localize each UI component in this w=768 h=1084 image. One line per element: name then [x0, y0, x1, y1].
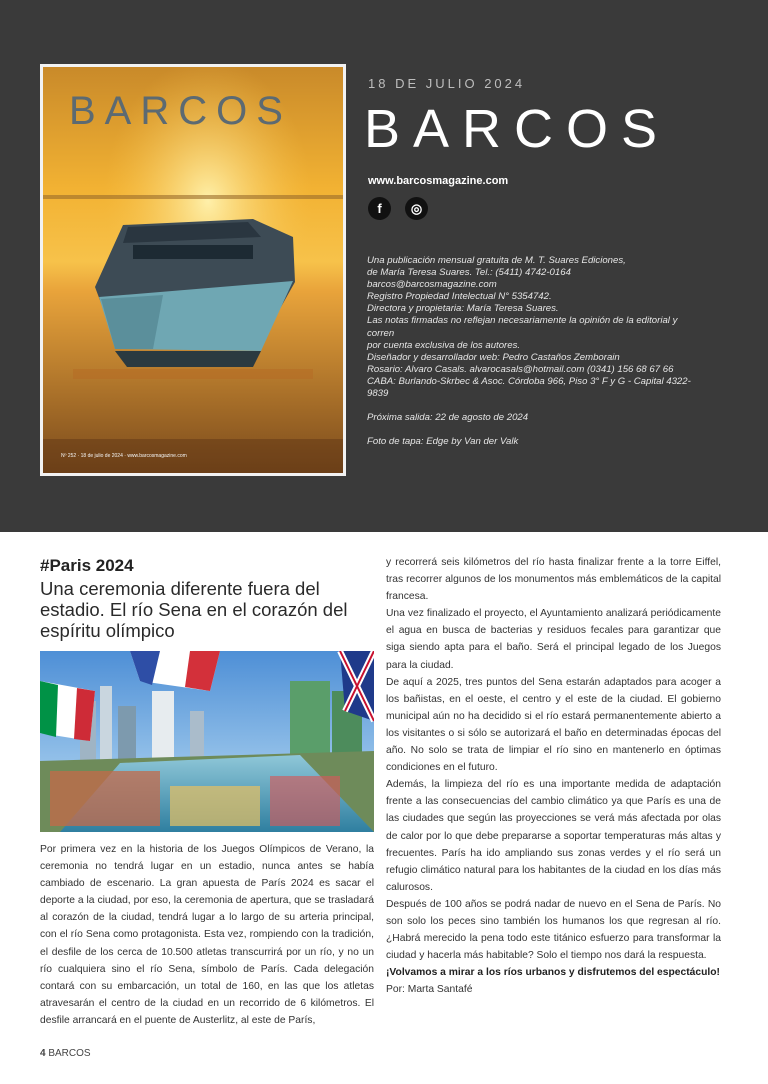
magazine-cover[interactable] — [40, 64, 346, 476]
issue-date: 18 DE JULIO 2024 — [368, 76, 526, 91]
cover-title: BARCOS — [69, 89, 292, 133]
byline: Por: Marta Santafé — [386, 984, 473, 996]
instagram-icon[interactable]: ◎ — [405, 197, 428, 220]
paragraph: Una vez finalizado el proyecto, el Ayuntamiento analizará periódicamente el agua en busca de bacterias y residuos fecales para garantizar que siga siendo apta para el baño. Será el principal legado de los Juegos para la ciudad. — [386, 608, 721, 671]
article-heading — [40, 556, 374, 641]
credit-line: Directora y propietaria: María Teresa Suares. — [367, 303, 559, 315]
facebook-icon[interactable]: f — [368, 197, 391, 220]
paragraph: Por primera vez en la historia de los Juegos Olímpicos de Verano, la ceremonia no tendrá lugar en un estadio, nunca antes se había cambiado de escenario. La gran apuesta de París 2024 es sacar el deporte a la ciudad, por eso, la ceremonia de apertura, que se trasladará al corazón de la ciudad, tendrá lugar a lo largo de su arteria principal, con el río Sena como protagonista. Esta vez, rompiendo con la tradición, el desfile de los cerca de 10.500 atletas transcurrirá por un río, y no un río cualquiera sino el río Sena, símbolo de París. Cada delegación contará con su embarcación, un total de 160, en las que los atletas atravesarán el centro de la ciudad en un recorrido de 6 kilómetros. El desfile arrancará en el puente de Austerlitz, al este de París, — [40, 844, 374, 1026]
credit-line: CABA: Burlando-Skrbec & Asoc. Córdoba 966, Piso 3° F y G - Capital 4322-9839 — [367, 375, 691, 400]
cover-photo-credit: Foto de tapa: Edge by Van der Valk — [367, 436, 519, 448]
paragraph: Además, la limpieza del río es una importante medida de adaptación frente a las consecuencias del cambio climático ya que París es una de las ciudades que según las proyecciones se verá más afectada por olas de calor por lo que debe prepararse a soportar temperaturas más altas y frecuentes. París ha ido ampliando sus zonas verdes y el río será un refugio climático natural para los habitantes de la ciudad en los días más calurosos. — [386, 779, 721, 893]
credit-line: Las notas firmadas no reflejan necesariamente la opinión de la editorial y corren — [367, 315, 678, 339]
website-link[interactable]: www.barcosmagazine.com — [368, 175, 509, 187]
credit-line: Diseñador y desarrollador web: Pedro Castaños Zemborain — [367, 351, 620, 363]
header-band — [0, 0, 768, 532]
credit-line: barcos@barcosmagazine.com — [367, 279, 497, 291]
article-column-left — [40, 841, 374, 1029]
page-footer — [40, 1048, 91, 1059]
page-number: 4 — [40, 1048, 46, 1059]
credit-line: de María Teresa Suares. Tel.: (5411) 4742-0164 — [367, 267, 571, 279]
credits-block — [367, 255, 707, 448]
article-column-right — [386, 554, 721, 998]
credit-line: por cuenta exclusiva de los autores. — [367, 339, 521, 351]
cover-caption: Nº 252 · 18 de julio de 2024 · www.barcosmagazine.com — [61, 453, 187, 459]
credit-line: Una publicación mensual gratuita de M. T. Suares Ediciones, — [367, 255, 626, 266]
social-links — [368, 197, 428, 220]
article-photo — [40, 651, 374, 832]
article-headline: Una ceremonia diferente fuera del estadio. El río Sena en el corazón del espíritu olímpico — [40, 578, 348, 641]
next-issue: Próxima salida: 22 de agosto de 2024 — [367, 412, 529, 424]
paragraph: Después de 100 años se podrá nadar de nuevo en el Sena de París. No son solo los peces sino también los humanos los que regresan al río. ¿Habrá merecido la pena todo este titánico esfuerzo para transformar la ciudad y hacerla más habitable? Solo el tiempo nos dará la respuesta. — [386, 898, 721, 962]
masthead-title: BARCOS — [364, 99, 671, 159]
paragraph: De aquí a 2025, tres puntos del Sena estarán adaptados para acoger a los bañistas, en el oeste, el centro y el este de la ciudad. El gobierno municipal aún no ha decidido si el río estará permanentemente abierto a los visitantes o si sólo se autorizará el baño en determinadas épocas del año. No solo se trata de limpiar el río sino en mantenerlo en óptimas condiciones en el futuro. — [386, 676, 721, 774]
paragraph: y recorrerá seis kilómetros del río hasta finalizar frente a la torre Eiffel, tras recorrer algunos de los monumentos más emblemáticos de la capital francesa. — [386, 557, 721, 603]
footer-publication: BARCOS — [48, 1048, 91, 1059]
article-kicker: #Paris 2024 — [40, 556, 134, 575]
credit-line: Rosario: Alvaro Casals. alvarocasals@hotmail.com (0341) 156 68 67 66 — [367, 363, 674, 375]
closing-line: ¡Volvamos a mirar a los ríos urbanos y disfrutemos del espectáculo! — [386, 967, 720, 979]
credit-line: Registro Propiedad Intelectual N° 5354742. — [367, 291, 552, 303]
seine-ceremony-image — [40, 651, 374, 832]
